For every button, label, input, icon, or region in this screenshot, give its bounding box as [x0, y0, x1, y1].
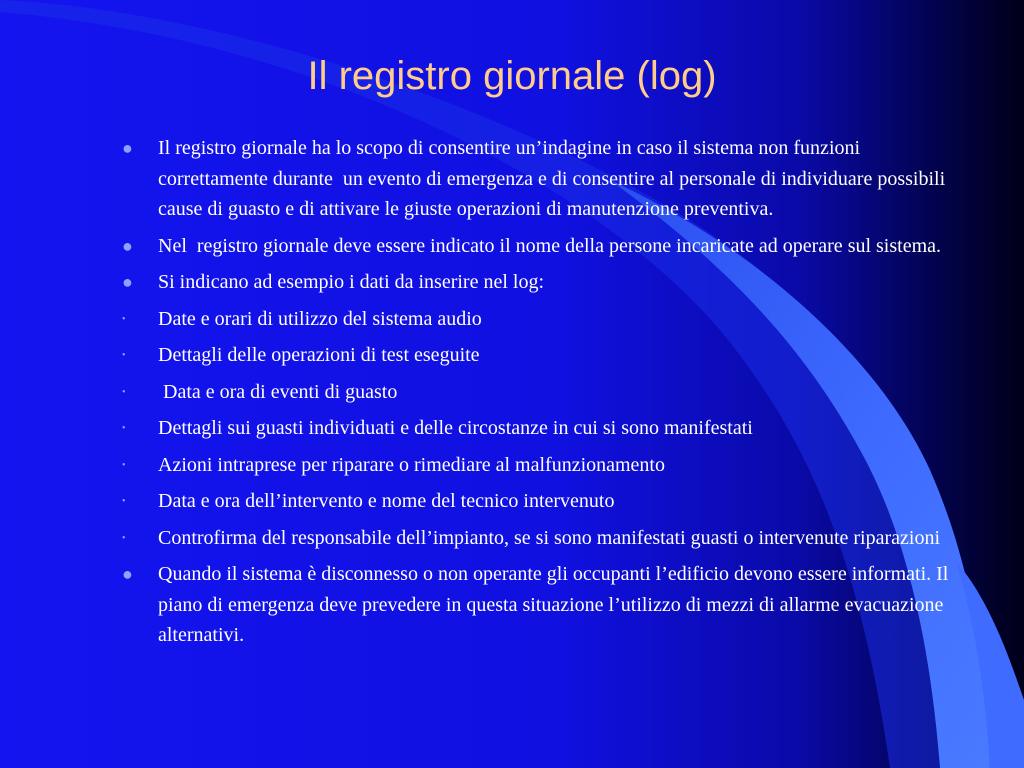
- list-item-text: Data e ora dell’intervento e nome del tecnico intervenuto: [158, 490, 615, 512]
- round-bullet-icon: ●: [122, 564, 133, 584]
- list-item: [120, 377, 970, 408]
- list-item-text: Azioni intraprese per riparare o rimediare al malfunzionamento: [158, 453, 665, 476]
- small-bullet-icon: •: [122, 423, 126, 434]
- list-item-text: Nel registro giornale deve essere indicato il nome della persone incaricate ad operare sul sistema.: [158, 234, 942, 257]
- small-bullet-icon: •: [122, 532, 126, 544]
- list-item-text: Dettagli delle operazioni di test eseguite: [158, 344, 480, 366]
- list-item: [120, 450, 970, 481]
- list-item: [120, 559, 970, 651]
- small-bullet-icon: •: [122, 386, 126, 398]
- list-item-text: Si indicano ad esempio i dati da inserire nel log:: [158, 271, 545, 293]
- list-item: [120, 413, 970, 444]
- list-item-text: Data e ora di eventi di guasto: [158, 380, 398, 403]
- small-bullet-icon: •: [122, 350, 126, 361]
- list-item: [120, 486, 970, 517]
- list-item: [120, 523, 970, 554]
- list-item-text: Controfirma del responsabile dell’impianto, se si sono manifestati guasti o intervenute riparazioni: [158, 526, 941, 549]
- list-item-text: Quando il sistema è disconnesso o non operante gli occupanti l’edificio devono essere informati. Il piano di emergenza deve prevedere in questa situazione l’utilizzo di mezzi di allarme evacuazione alternativi.: [158, 563, 954, 646]
- round-bullet-icon: ●: [122, 235, 133, 256]
- bullet-list: [120, 133, 970, 657]
- small-bullet-icon: •: [122, 496, 126, 507]
- list-item: [120, 267, 970, 298]
- slide-title: Il registro giornale (log): [307, 54, 717, 98]
- round-bullet-icon: ●: [122, 138, 133, 158]
- list-item: [120, 231, 970, 262]
- list-item: [120, 304, 970, 335]
- small-bullet-icon: •: [122, 313, 126, 325]
- list-item: [120, 340, 970, 371]
- list-item-text: Date e orari di utilizzo del sistema audio: [158, 307, 482, 330]
- round-bullet-icon: ●: [122, 272, 133, 292]
- list-item-text: Il registro giornale ha lo scopo di consentire un’indagine in caso il sistema non funzioni correttamente durante un evento di emergenza e di consentire al personale di individuare possibili cause di guasto e di attivare le giuste operazioni di manutenzione preventiva.: [158, 137, 951, 220]
- list-item: [120, 133, 970, 225]
- small-bullet-icon: •: [122, 459, 126, 471]
- list-item-text: Dettagli sui guasti individuati e delle circostanze in cui si sono manifestati: [158, 417, 753, 439]
